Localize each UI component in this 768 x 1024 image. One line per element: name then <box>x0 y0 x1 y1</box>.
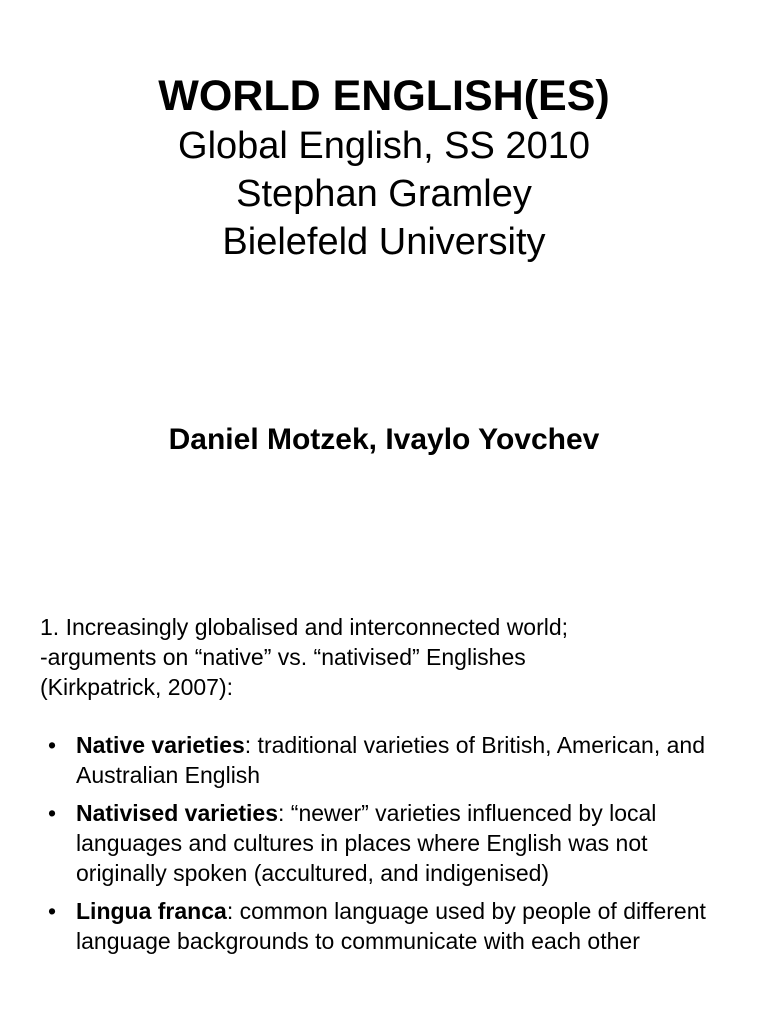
list-item <box>40 730 740 790</box>
list-item-text: : “newer” varieties influenced by local languages and cultures in places where English was not originally spoken (accultured, and indigenised) <box>76 800 657 886</box>
intro-text <box>40 612 740 702</box>
list-item-term: Native varieties <box>76 732 245 758</box>
title-block <box>0 70 768 266</box>
lecturer-name: Stephan Gramley <box>236 173 532 215</box>
list-item-text: : common language used by people of different language backgrounds to communicate with each other <box>76 898 706 954</box>
course-name: Global English, SS 2010 <box>178 125 590 167</box>
bullet-icon: • <box>48 800 57 826</box>
bullet-icon: • <box>48 898 57 924</box>
university-name: Bielefeld University <box>222 221 546 263</box>
list-item <box>40 896 740 956</box>
intro-line: -arguments on “native” vs. “nativised” Englishes <box>40 644 526 670</box>
list-item-term: Lingua franca <box>76 898 227 924</box>
list-item-term: Nativised varieties <box>76 800 279 826</box>
intro-line: 1. Increasingly globalised and interconnected world; <box>40 614 569 640</box>
variety-list <box>40 730 740 964</box>
list-item <box>40 798 740 888</box>
main-title: WORLD ENGLISH(ES) <box>158 72 610 120</box>
intro-line: (Kirkpatrick, 2007): <box>40 674 234 700</box>
bullet-icon: • <box>48 732 57 758</box>
authors: Daniel Motzek, Ivaylo Yovchev <box>168 423 600 456</box>
list-item-text: : traditional varieties of British, American, and Australian English <box>76 732 705 788</box>
